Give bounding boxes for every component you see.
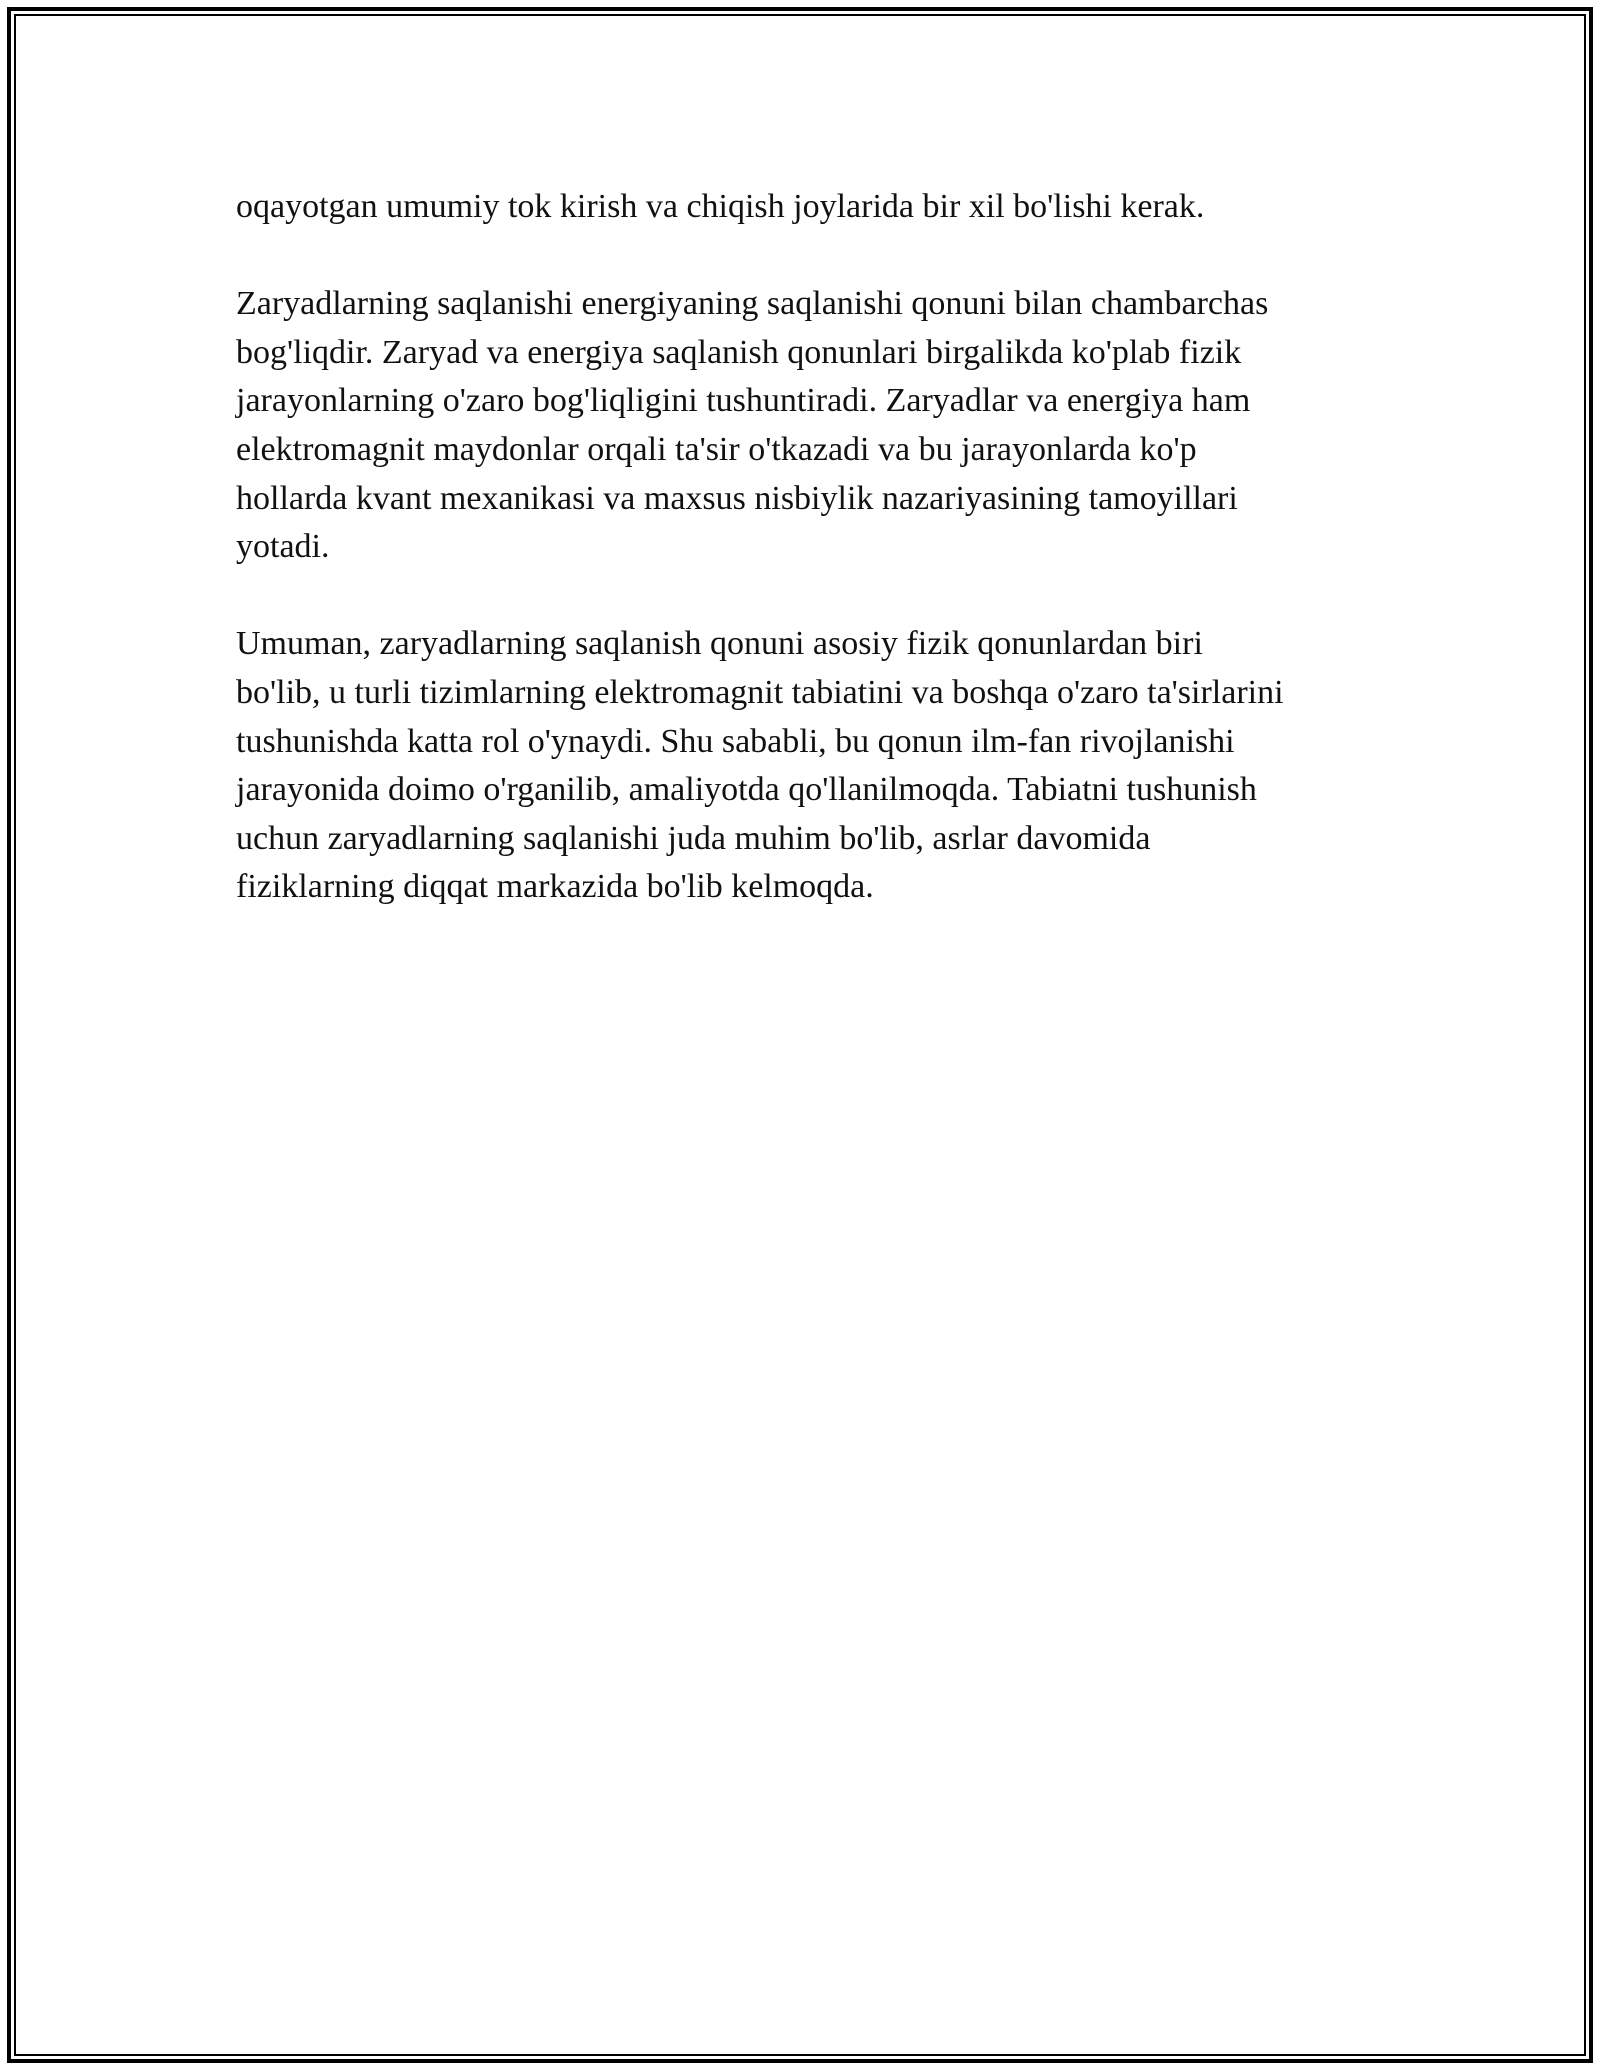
text-line: Zaryadlarning saqlanishi energiyaning saqlanishi qonuni bilan chambarchas xyxy=(236,285,1269,323)
paragraph-2 xyxy=(236,280,1386,572)
text-line: jarayonida doimo o'rganilib, amaliyotda qo'llanilmoqda. Tabiatni tushunish xyxy=(236,771,1257,809)
text-line: fiziklarning diqqat markazida bo'lib kelmoqda. xyxy=(236,868,874,906)
text-line: uchun zaryadlarning saqlanishi juda muhim bo'lib, asrlar davomida xyxy=(236,819,1151,857)
text-line: tushunishda katta rol o'ynaydi. Shu sababli, bu qonun ilm-fan rivojlanishi xyxy=(236,722,1235,760)
text-line: bog'liqdir. Zaryad va energiya saqlanish qonunlari birgalikda ko'plab fizik xyxy=(236,333,1242,371)
text-line: yotadi. xyxy=(236,528,330,566)
text-line: bo'lib, u turli tizimlarning elektromagnit tabiatini va boshqa o'zaro ta'sirlarini xyxy=(236,673,1284,711)
text-line: jarayonlarning o'zaro bog'liqligini tushuntiradi. Zaryadlar va energiya ham xyxy=(236,382,1251,420)
text-line: hollarda kvant mexanikasi va maxsus nisbiylik nazariyasining tamoyillari xyxy=(236,479,1238,517)
text-line: Umuman, zaryadlarning saqlanish qonuni asosiy fizik qonunlardan biri xyxy=(236,625,1203,663)
text-line: oqayotgan umumiy tok kirish va chiqish joylarida bir xil bo'lishi kerak. xyxy=(236,188,1205,225)
text-line: elektromagnit maydonlar orqali ta'sir o'tkazadi va bu jarayonlarda ko'p xyxy=(236,430,1197,468)
paragraph-1 xyxy=(236,183,1386,232)
page-body xyxy=(236,183,1386,961)
paragraph-3 xyxy=(236,620,1386,912)
